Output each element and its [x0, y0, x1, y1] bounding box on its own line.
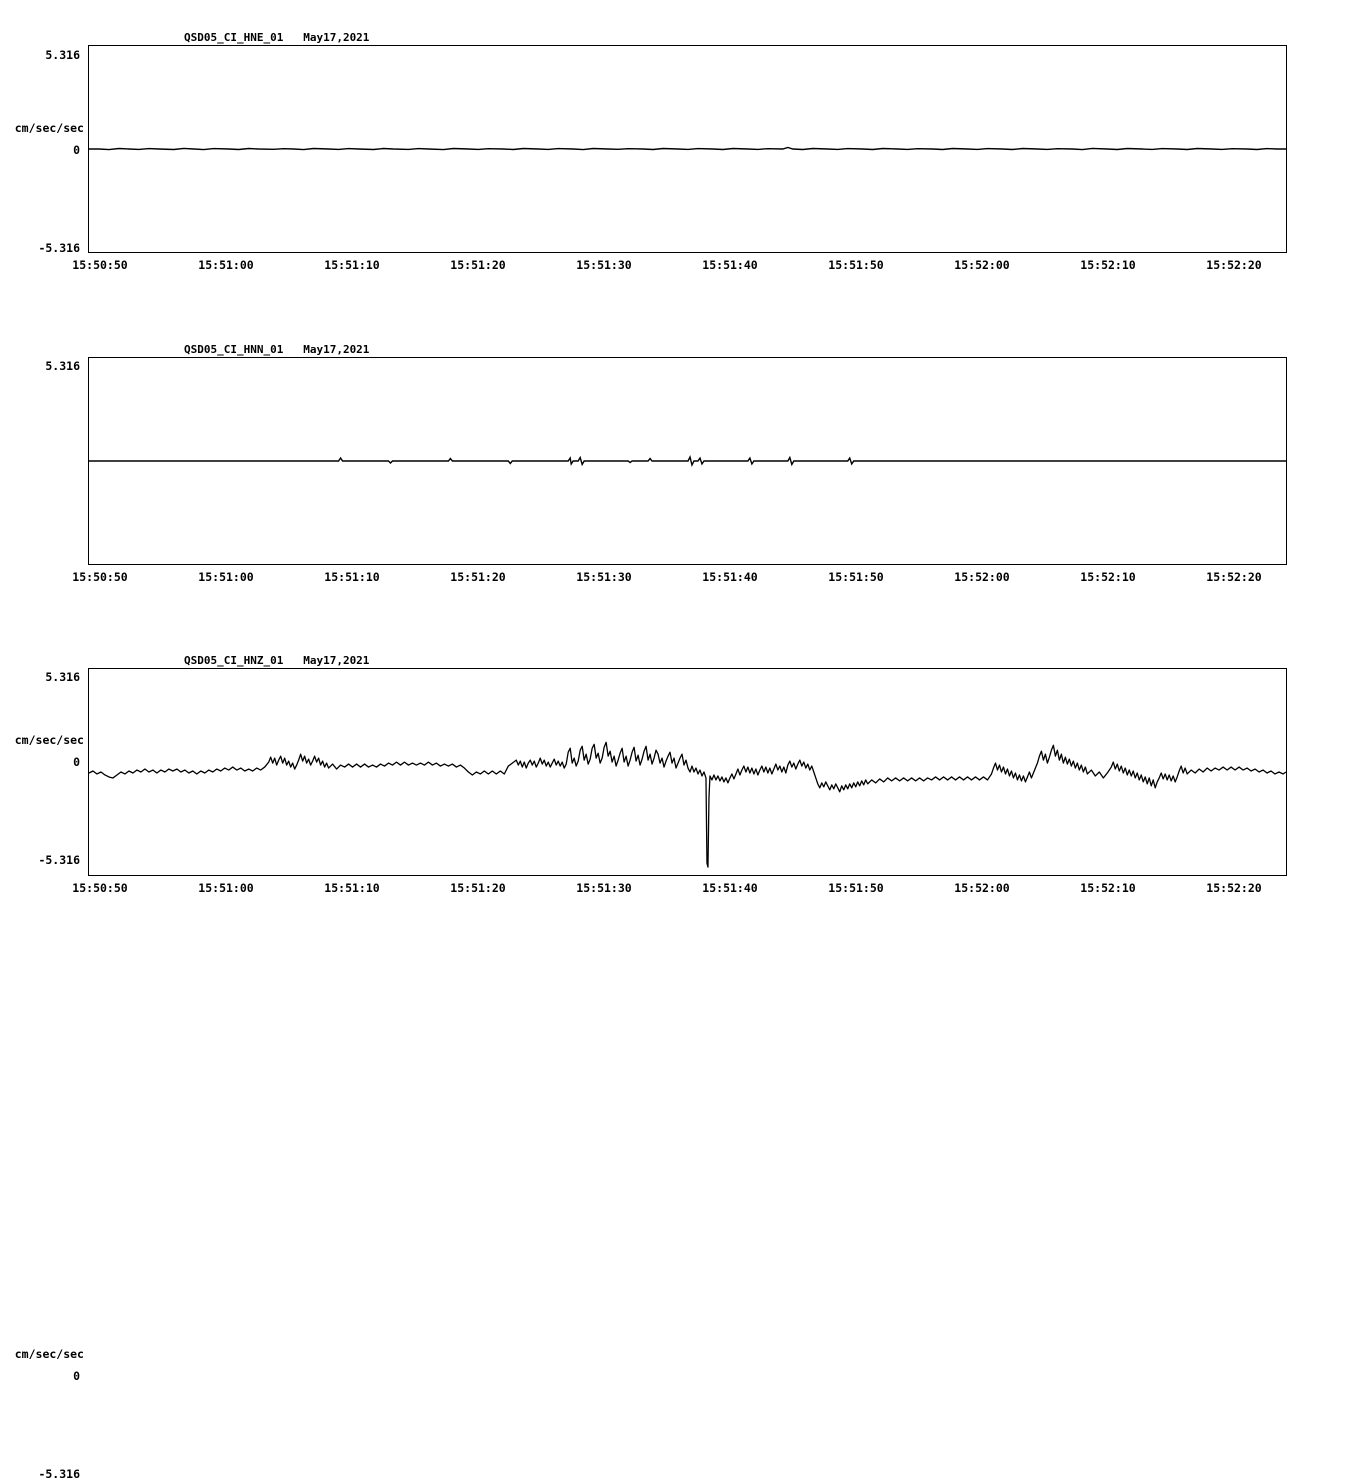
panel-hne-ymax-label: 5.316	[45, 48, 80, 62]
xtick-label: 15:52:00	[954, 258, 1010, 272]
panel-hnn-ymax-label: 5.316	[45, 359, 80, 373]
xtick-label: 15:51:10	[324, 881, 380, 895]
panel-hnn-xaxis	[72, 570, 1287, 588]
panel-hne-title: QSD05_CI_HNE_01 May17,2021	[184, 31, 370, 44]
xtick-label: 15:51:40	[702, 258, 758, 272]
xtick-label: 15:52:10	[1080, 570, 1136, 584]
panel-hne-xaxis	[72, 258, 1287, 276]
panel-hnn-trace	[89, 358, 1286, 564]
panel-hnn-yzero-label: 0	[73, 755, 80, 769]
xtick-label: 15:50:50	[72, 258, 128, 272]
panel-hnn-units-label: cm/sec/sec	[14, 733, 84, 747]
panel-hnz-title: QSD05_CI_HNZ_01 May17,2021	[184, 654, 370, 667]
panel-hne-units-label: cm/sec/sec	[14, 121, 84, 135]
xtick-label: 15:51:30	[576, 258, 632, 272]
xtick-label: 15:51:00	[198, 258, 254, 272]
panel-hne-ymin-label: -5.316	[38, 241, 80, 255]
xtick-label: 15:51:50	[828, 881, 884, 895]
panel-hnn-title: QSD05_CI_HNN_01 May17,2021	[184, 343, 370, 356]
panel-hne	[0, 0, 1358, 290]
xtick-label: 15:51:40	[702, 881, 758, 895]
xtick-label: 15:51:00	[198, 881, 254, 895]
panel-hne-trace	[89, 46, 1286, 252]
xtick-label: 15:52:00	[954, 881, 1010, 895]
panel-hnz-plot[interactable]	[88, 668, 1287, 876]
xtick-label: 15:51:50	[828, 258, 884, 272]
xtick-label: 15:51:10	[324, 570, 380, 584]
xtick-label: 15:51:30	[576, 570, 632, 584]
xtick-label: 15:52:10	[1080, 881, 1136, 895]
panel-hnn-ymin-label: -5.316	[38, 853, 80, 867]
xtick-label: 15:51:00	[198, 570, 254, 584]
xtick-label: 15:51:50	[828, 570, 884, 584]
xtick-label: 15:51:10	[324, 258, 380, 272]
xtick-label: 15:50:50	[72, 881, 128, 895]
xtick-label: 15:51:20	[450, 881, 506, 895]
xtick-label: 15:51:40	[702, 570, 758, 584]
panel-hnz-ymax-label: 5.316	[45, 670, 80, 684]
panel-hne-yzero-label: 0	[73, 143, 80, 157]
panel-hnz-yzero-label: 0	[73, 1369, 80, 1383]
xtick-label: 15:52:10	[1080, 258, 1136, 272]
panel-hnz-xaxis	[72, 881, 1287, 899]
xtick-label: 15:51:30	[576, 881, 632, 895]
xtick-label: 15:52:20	[1206, 881, 1262, 895]
panel-hnz-trace	[89, 669, 1286, 875]
panel-hnz	[0, 612, 1358, 1481]
panel-hnz-units-label: cm/sec/sec	[14, 1347, 84, 1361]
xtick-label: 15:52:20	[1206, 258, 1262, 272]
xtick-label: 15:50:50	[72, 570, 128, 584]
panel-hnn-plot[interactable]	[88, 357, 1287, 565]
panel-hne-plot[interactable]	[88, 45, 1287, 253]
xtick-label: 15:52:20	[1206, 570, 1262, 584]
xtick-label: 15:51:20	[450, 570, 506, 584]
xtick-label: 15:52:00	[954, 570, 1010, 584]
xtick-label: 15:51:20	[450, 258, 506, 272]
panel-hnz-ymin-label: -5.316	[38, 1467, 80, 1481]
